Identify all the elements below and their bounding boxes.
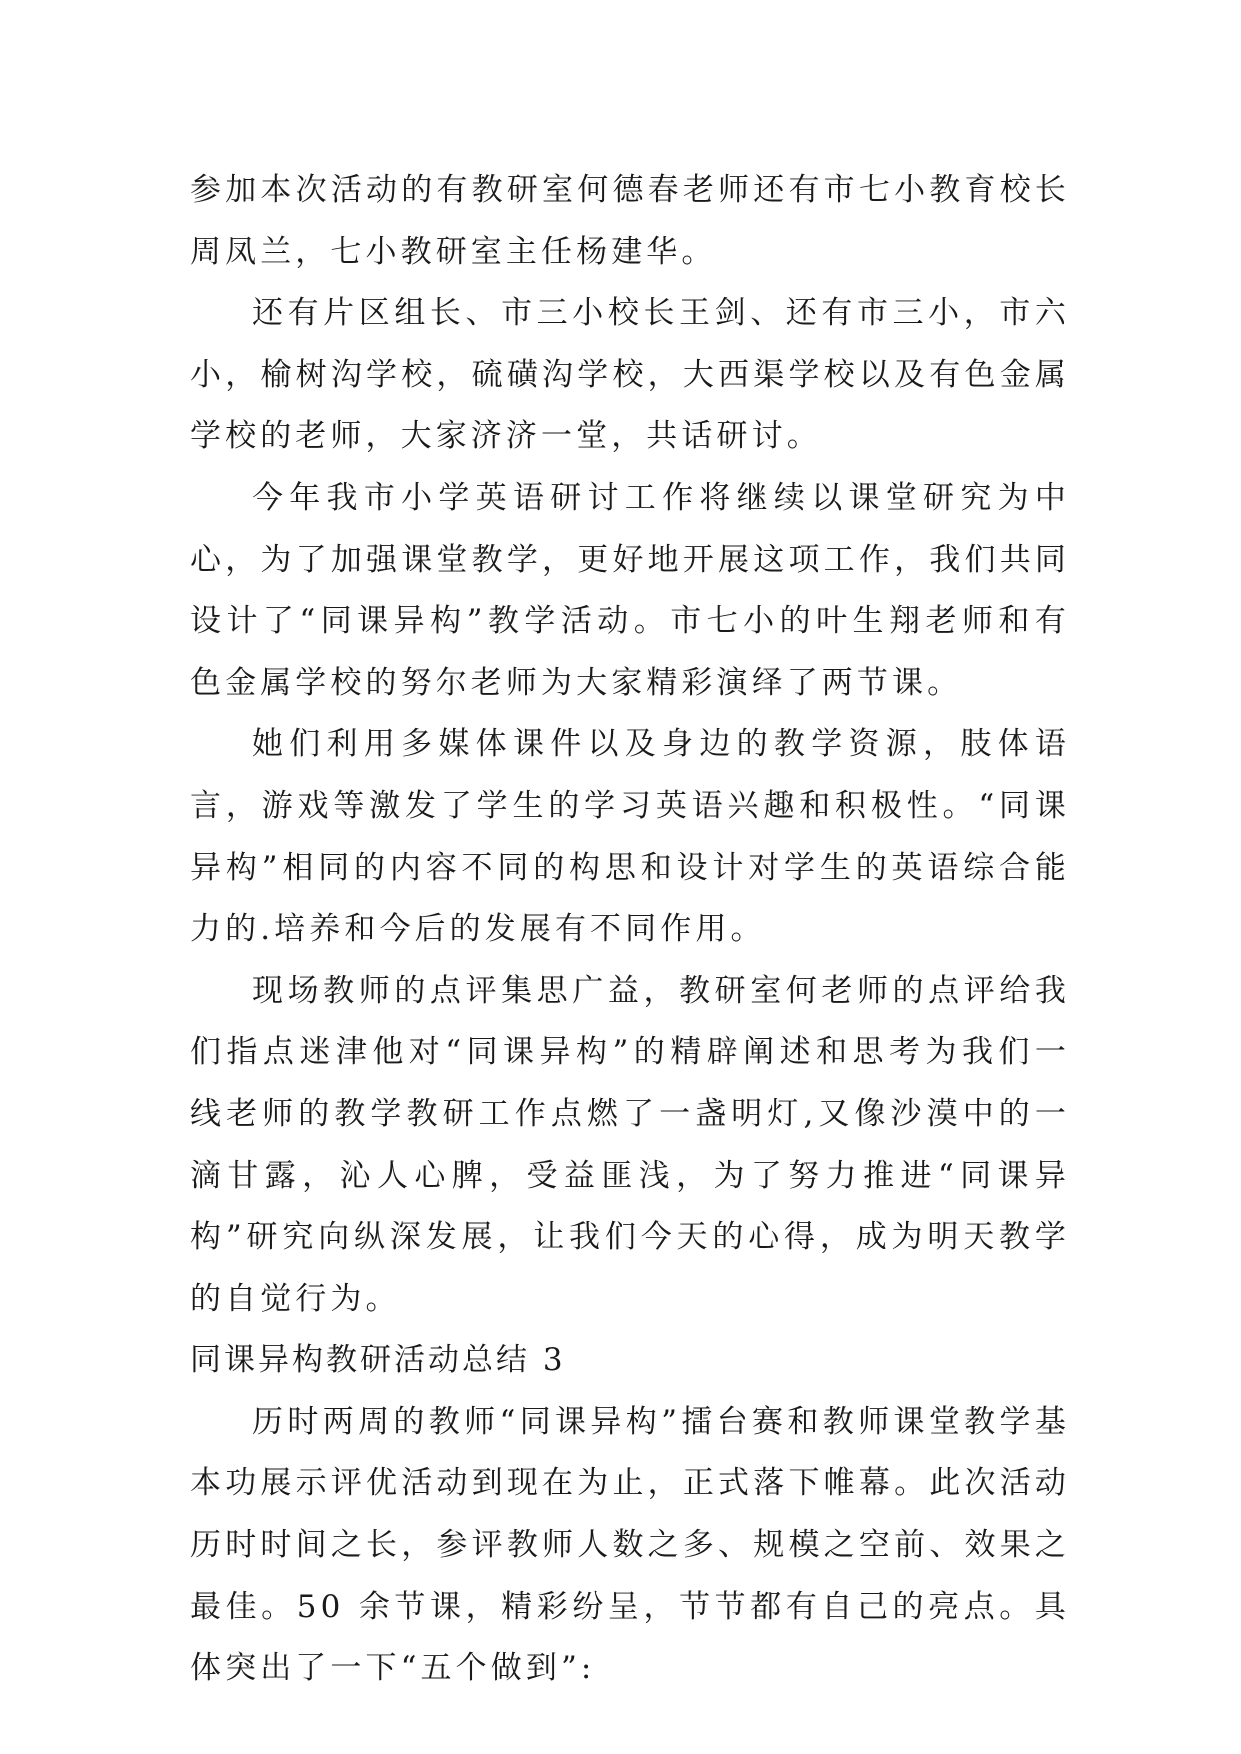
paragraph-teaching-methods: 她们利用多媒体课件以及身边的教学资源，肢体语言，游戏等激发了学生的学习英语兴趣和积极性。“同课异构”相同的内容不同的构思和设计对学生的英语综合能力的.培养和今后的发展有不同作用。: [190, 726, 1070, 948]
paragraph-activity-design: 今年我市小学英语研讨工作将继续以课堂研究为中心，为了加强课堂教学，更好地开展这项工作，我们共同设计了“同课异构”教学活动。市七小的叶生翔老师和有色金属学校的努尔老师为大家精彩演绎了两节课。: [190, 479, 1070, 701]
paragraph-comments: 现场教师的点评集思广益，教研室何老师的点评给我们指点迷津他对“同课异构”的精辟阐述和思考为我们一线老师的教学教研工作点燃了一盏明灯,又像沙漠中的一滴甘露，沁人心脾，受益匪浅，为了努力推进“同课异构”研究向纵深发展，让我们今天的心得，成为明天教学的自觉行为。: [190, 972, 1070, 1317]
paragraph-participants: 还有片区组长、市三小校长王剑、还有市三小，市六小，榆树沟学校，硫磺沟学校，大西渠学校以及有色金属学校的老师，大家济济一堂，共话研讨。: [190, 295, 1070, 455]
paragraph-attendees: 参加本次活动的有教研室何德春老师还有市七小教育校长周凤兰，七小教研室主任杨建华。: [190, 172, 1070, 270]
section-heading: 同课异构教研活动总结 3: [190, 1342, 566, 1379]
paragraph-competition-summary: 历时两周的教师“同课异构”擂台赛和教师课堂教学基本功展示评优活动到现在为止，正式落下帷幕。此次活动历时时间之长，参评教师人数之多、规模之空前、效果之最佳。50 余节课，精彩纷呈，节节都有自己的亮点。具体突出了一下“五个做到”:: [190, 1403, 1070, 1687]
document-body: [190, 160, 1070, 1700]
